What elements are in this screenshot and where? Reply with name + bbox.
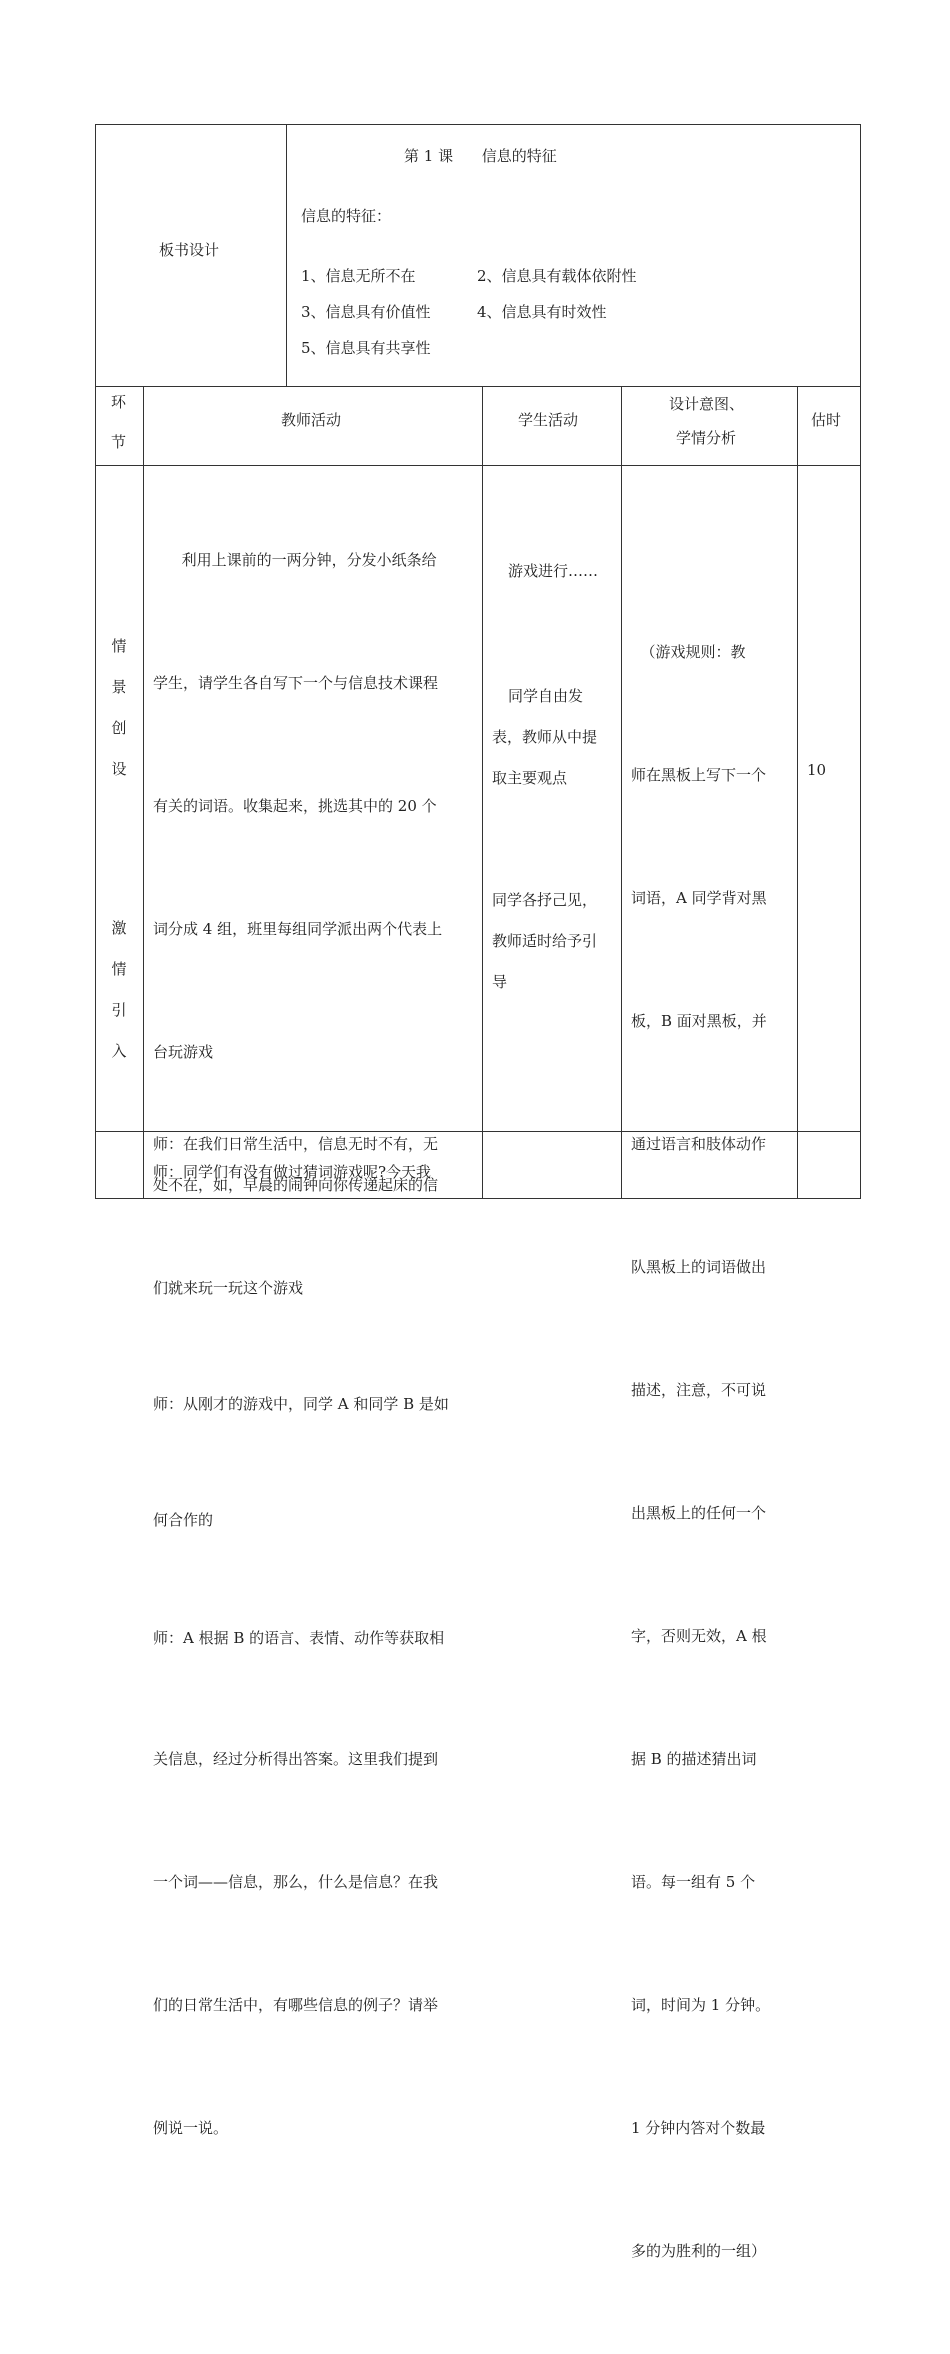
col-divider-teacher (482, 386, 483, 1199)
col-divider-stage (143, 386, 144, 1199)
teacher-activity-text: 利用上课前的一两分钟，分发小纸条给 学生，请学生各自写下一个与信息技术课程 有关的词语。收集起来，挑选其中的 20 个 词分成 4 组，班里每组同学派出两个代表上 台玩游戏 师：同学们有没有做过猜词游戏呢?今天我 们就来玩一玩这个游戏 师：从刚才的游戏中，同学 A 和同学 B 是如 何合作的 师：A 根据 B 的语言、表情、动作等获取相 关信息，经过分析得出答案。这里我们提到 一个词——信息，那么，什么是信息？在我 们的日常生活中，有哪些信息的例子？请举 例说一说。 (153, 551, 449, 2137)
board-subtitle: 信息的特征： (301, 207, 392, 225)
header-stage-2: 节 (111, 433, 127, 451)
header-design-2: 学情分析 (676, 429, 737, 447)
board-design-label: 板书设计 (159, 241, 220, 259)
board-item: 1、信息无所不在 (301, 267, 416, 285)
board-title: 第 1 课 信息的特征 (404, 147, 557, 165)
design-intent-text: （游戏规则：教 师在黑板上写下一个 词语，A 同学背对黑 板，B 面对黑板，并 通过语言和肢体动作 队黑板上的词语做出 描述，注意，不可说 出黑板上的任何一个 字，否则无效，A 根 据 B 的描述猜出词 语。每一组有 5 个 词，时间为 1 分钟。 1 分钟内答对个数最 多的为胜利的一组） (631, 643, 771, 2260)
header-student: 学生活动 (518, 411, 579, 429)
col-divider-design (797, 386, 798, 1199)
student-activity-discuss: 同学各抒己见， 教师适时给予引 导 (492, 891, 598, 991)
header-design-1: 设计意图、 (669, 395, 745, 413)
board-item: 5、信息具有共享性 (301, 339, 431, 357)
stage-introduction: 激 情 引 入 (111, 919, 127, 1060)
board-item: 2、信息具有载体依附性 (477, 267, 637, 285)
student-activity-game: 游戏进行…… (508, 562, 599, 580)
col-divider-student (621, 386, 622, 1199)
board-item: 4、信息具有时效性 (477, 303, 607, 321)
header-time: 估时 (811, 411, 842, 429)
stage-situation: 情 景 创 设 (111, 637, 127, 778)
board-item: 3、信息具有价值性 (301, 303, 431, 321)
student-activity-express: 同学自由发 表，教师从中提 取主要观点 (492, 687, 598, 787)
header-stage-1: 环 (111, 393, 127, 411)
header-teacher: 教师活动 (281, 411, 342, 429)
time-estimate: 10 (807, 761, 827, 779)
board-divider (286, 124, 287, 387)
teacher-activity-text-2: 师：在我们日常生活中，信息无时不有，无 处不在，如，早晨的闹钟向你传递起床的信 (153, 1135, 439, 1194)
